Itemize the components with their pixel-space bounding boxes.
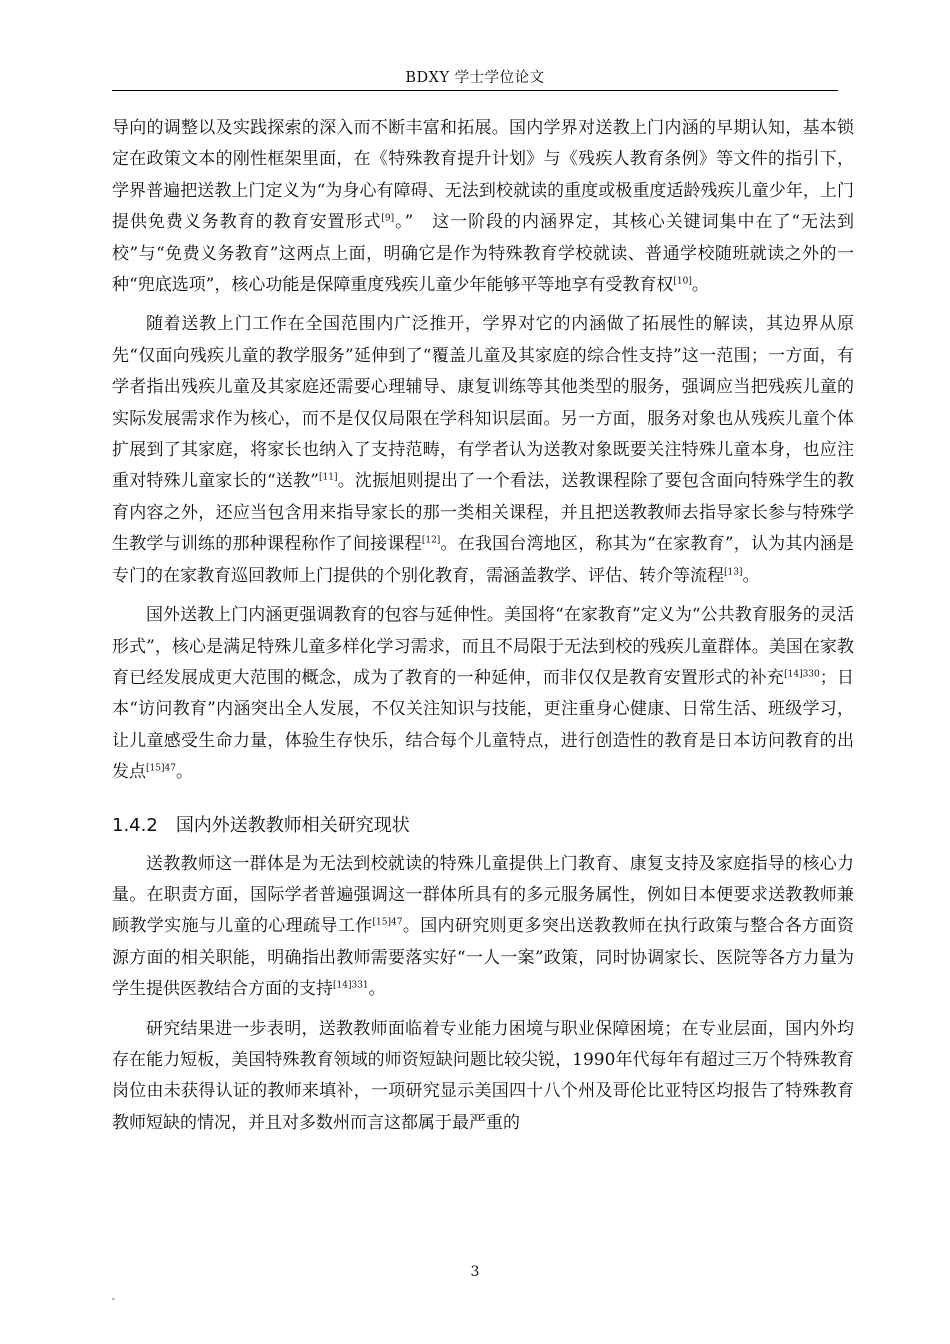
section-number: 1.4.2	[112, 814, 158, 836]
header-rule	[112, 90, 838, 91]
citation-ref: [13]	[724, 567, 743, 578]
text-run: 导向的调整以及实践探索的深入而不断丰富和拓展。国内学界对送教上门内涵的早期认知，基本锁定在政策文本的刚性框架里面，在《特殊教育提升计划》与《残疾人教育条例》等文件的指引下，学界普遍把送教上门定义为“为身心有障碍、无法到校就读的重度或极重度适龄残疾儿童少年，上门提供免费义务教育的教育安置形式	[112, 118, 854, 233]
paragraph	[112, 600, 854, 788]
citation-ref: [14]331	[333, 980, 369, 991]
body-text-bottom	[112, 849, 854, 1140]
page-body	[112, 113, 854, 1147]
text-run: 。	[742, 565, 760, 586]
citation-ref: [15]47	[146, 763, 176, 774]
citation-ref: [12]	[421, 535, 441, 546]
text-run: 。	[691, 275, 709, 296]
body-text-top	[112, 113, 854, 789]
page-number: 3	[470, 1264, 480, 1280]
paragraph	[112, 1014, 854, 1140]
paragraph	[112, 113, 854, 301]
text-run: 。在我国台湾地区，称其为“在家教育”，认为其内涵是专门的在家教育巡回教师上门提供的个别化教育，需涵盖教学、评估、转介等流程	[112, 534, 854, 586]
text-run: 。	[175, 762, 193, 783]
citation-ref: [9]	[381, 213, 395, 224]
scan-mark	[112, 1298, 115, 1300]
text-run: 。	[368, 979, 386, 1000]
text-run: 。国内研究则更多突出送教教师在执行政策与整合各方面资源方面的相关职能，明确指出教师需要落实好“一人一案”政策，同时协调家长、医院等各方力量为学生提供医教结合方面的支持	[112, 916, 855, 1000]
paragraph	[112, 309, 854, 592]
text-run: 。” 这一阶段的内涵界定，其核心关键词集中在了“无法到校”与“免费义务教育”这两点上面，明确它是作为特殊教育学校就读、普通学校随班就读之外的一种“兜底选项”，核心功能是保障重度残疾儿童少年能够平等地享有受教育权	[112, 212, 854, 296]
paragraph	[112, 849, 854, 1006]
text-run: 送教教师这一群体是为无法到校就读的特殊儿童提供上门教育、康复支持及家庭指导的核心力量。在职责方面，国际学者普遍强调这一群体所具有的多元服务属性，例如日本便要求送教教师兼顾教学实施与儿童的心理疏导工作	[112, 853, 854, 937]
citation-ref: [14]330	[784, 669, 820, 680]
section-heading	[112, 811, 854, 841]
text-run: 随着送教上门工作在全国范围内广泛推开，学界对它的内涵做了拓展性的解读，其边界从原先“仅面向残疾儿童的教学服务”延伸到了“覆盖儿童及其家庭的综合性支持”这一范围；一方面，有学者指出残疾儿童及其家庭还需要心理辅导、康复训练等其他类型的服务，强调应当把残疾儿童的实际发展需求作为核心，而不是仅仅局限在学科知识层面。另一方面，服务对象也从残疾儿童个体扩展到了其家庭，将家长也纳入了支持范畴，有学者认为送教对象既要关注特殊儿童本身，也应注重对特殊儿童家长的“送教”	[112, 314, 854, 492]
text-run: 研究结果进一步表明，送教教师面临着专业能力困境与职业保障困境；在专业层面，国内外均存在能力短板，美国特殊教育领域的师资短缺问题比较尖锐，1990年代每年有超过三万个特殊教育岗位由未获得认证的教师来填补，一项研究显示美国四十八个州及哥伦比亚特区均报告了特殊教育教师短缺的情况，并且对多数州而言这都属于最严重的	[112, 1018, 854, 1133]
citation-ref: [11]	[319, 472, 338, 483]
text-run: 。沈振旭则提出了一个看法，送教课程除了要包含面向特殊学生的教育内容之外，还应当包含用来指导家长的那一类相关课程，并且把送教教师去指导家长参与特殊学生教学与训练的那种课程称作了间接课程	[112, 471, 855, 555]
running-header: BDXY 学士学位论文	[405, 70, 545, 86]
text-run: ；日本“访问教育”内涵突出全人发展，不仅关注知识与技能，更注重身心健康、日常生活、班级学习，让儿童感受生命力量，体验生存快乐，结合每个儿童特点，进行创造性的教育是日本访问教育的出发点	[112, 667, 854, 783]
citation-ref: [10]	[673, 276, 692, 287]
section-title: 国内外送教教师相关研究现状	[175, 814, 410, 836]
citation-ref: [15]47	[372, 917, 403, 928]
text-run: 国外送教上门内涵更强调教育的包容与延伸性。美国将“在家教育”定义为“公共教育服务的灵活形式”，核心是满足特殊儿童多样化学习需求，而且不局限于无法到校的残疾儿童群体。美国在家教育已经发展成更大范围的概念，成为了教育的一种延伸，而非仅仅是教育安置形式的补充	[112, 605, 854, 688]
